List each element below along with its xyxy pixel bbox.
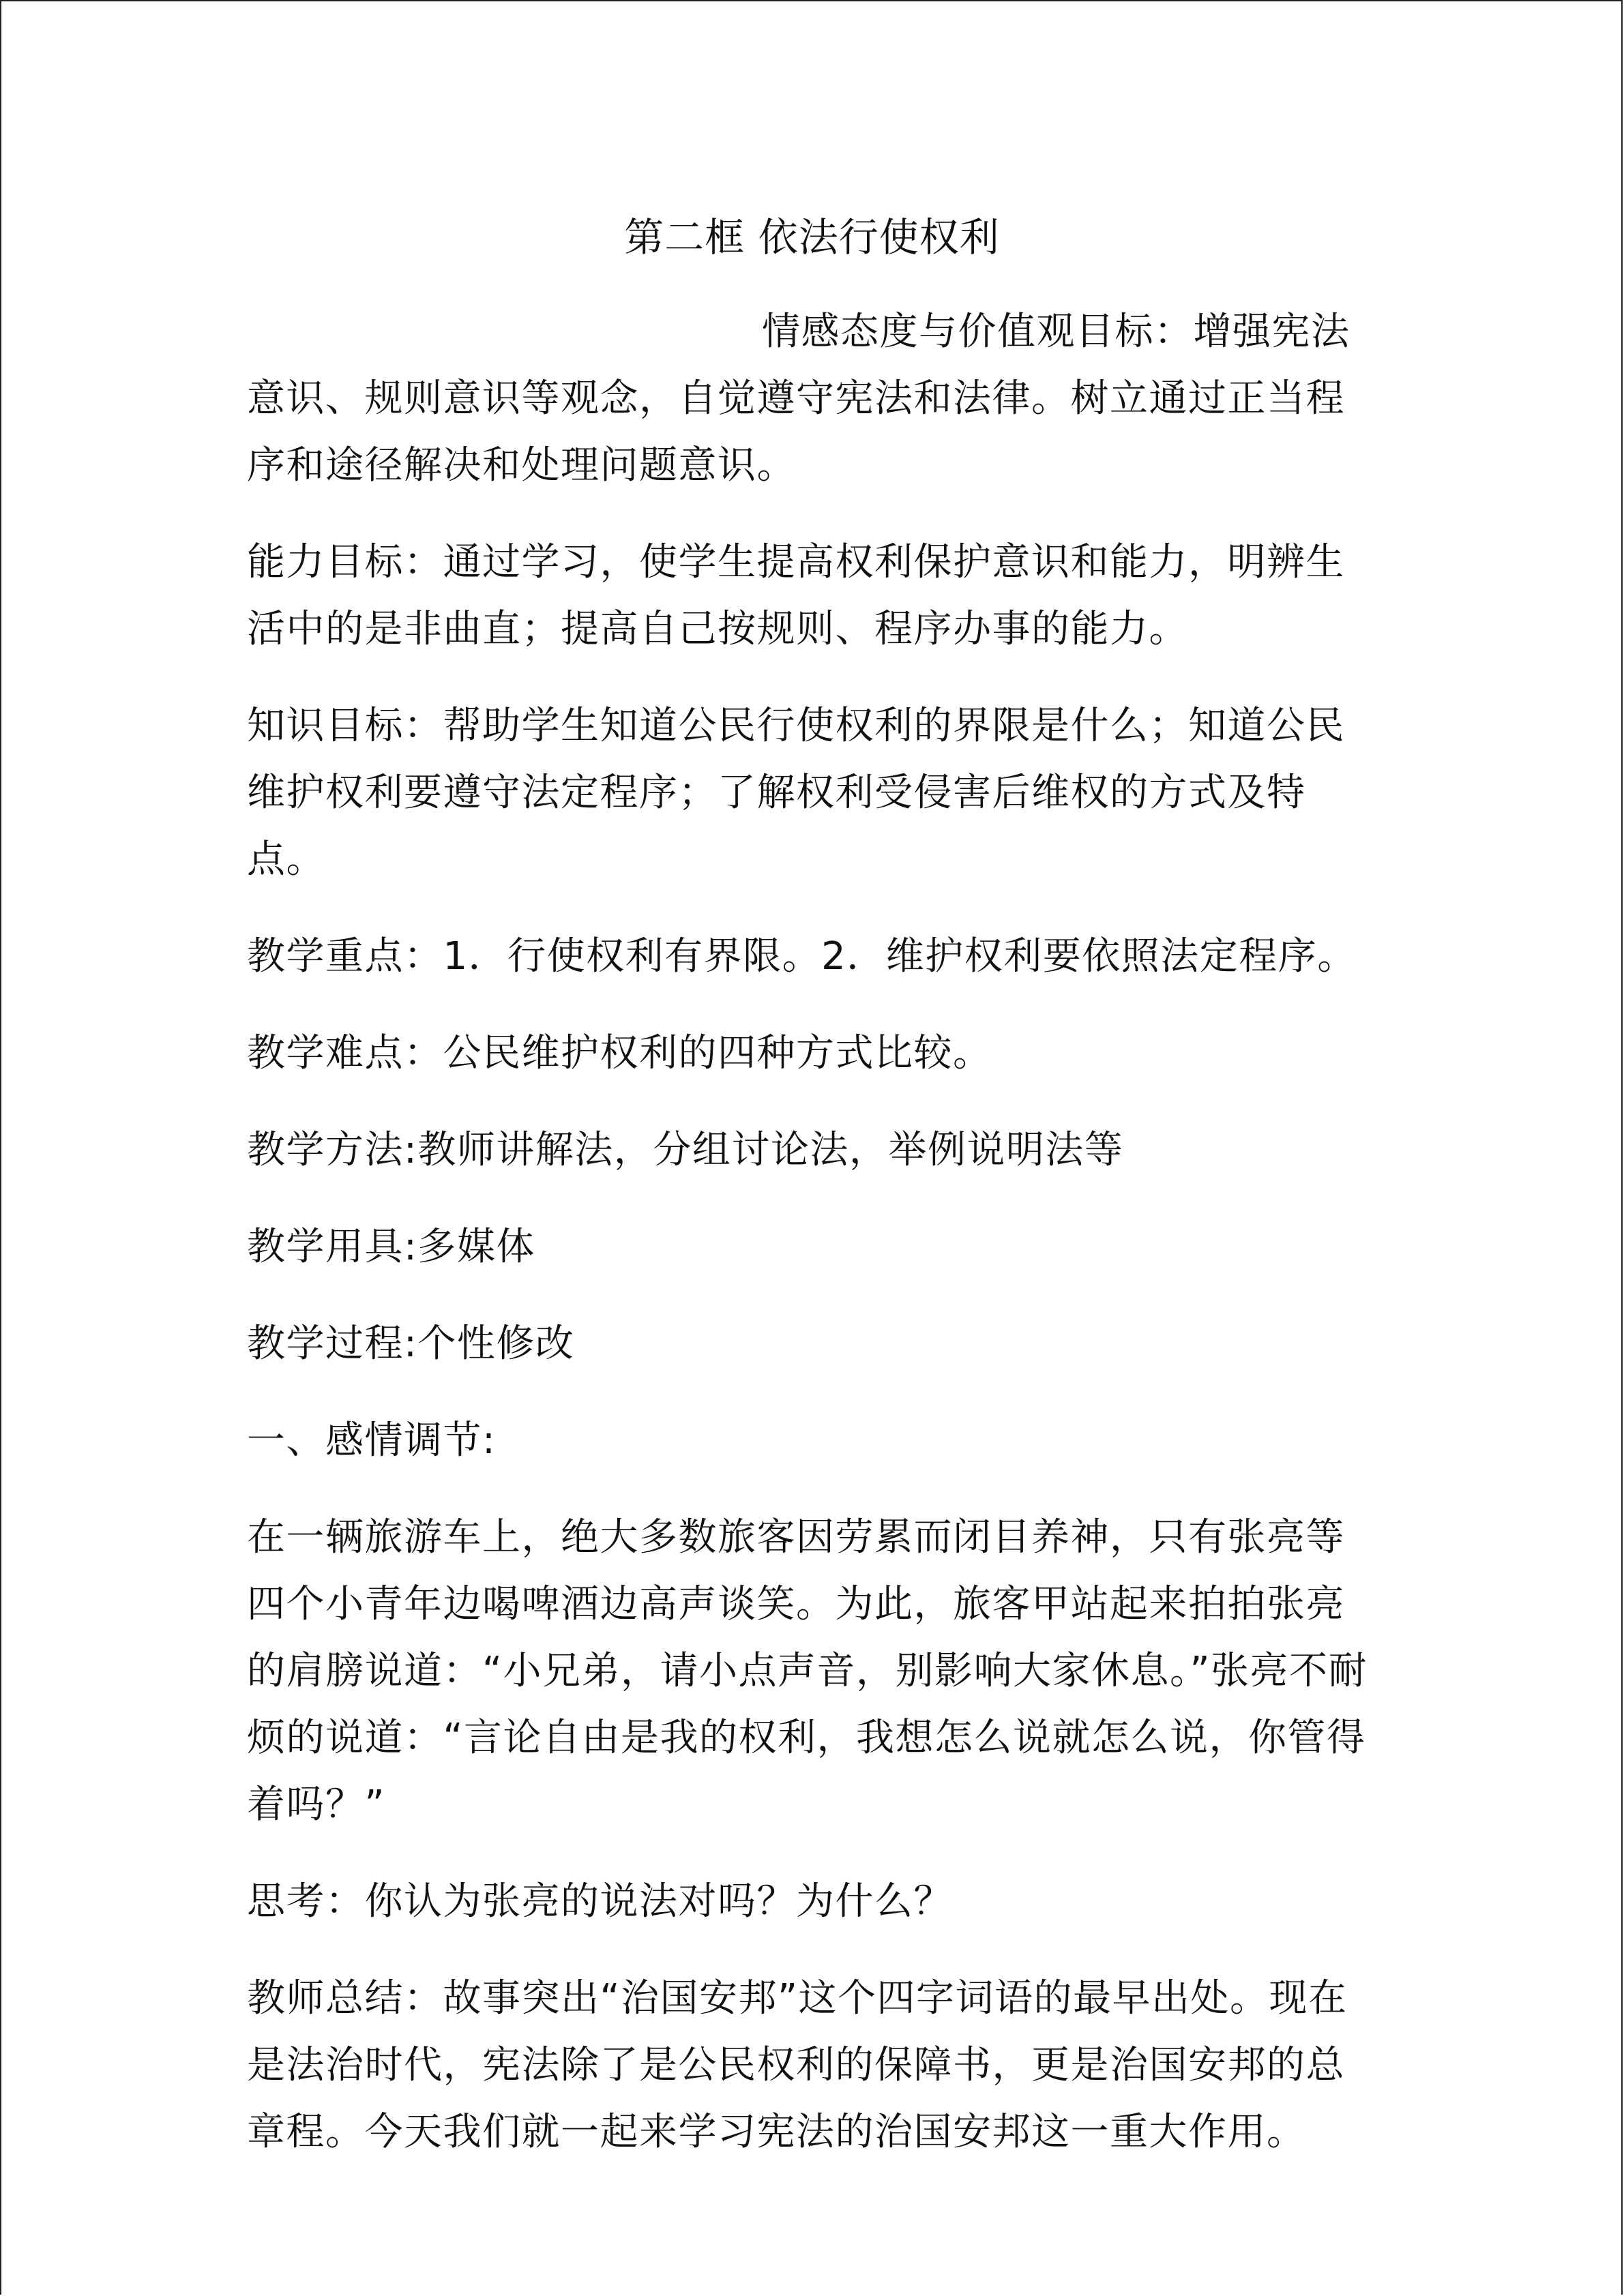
paragraph-story: 在一辆旅游车上，绝大多数旅客因劳累而闭目养神，只有张亮等四个小青年边喝啤酒边高声谈笑。为此，旅客甲站起来拍拍张亮的肩膀说道：“小兄弟，请小点声音，别影响大家休息。”张亮不耐烦的说道：“言论自由是我的权利，我想怎么说就怎么说，你管得着吗？” <box>247 1515 1368 1827</box>
paragraph-key-points: 教学重点：1．行使权利有界限。2．维护权利要依照法定程序。 <box>247 934 1357 979</box>
page-title: 第二框 依法行使权利 <box>624 214 1000 260</box>
document-body <box>247 299 1379 2196</box>
paragraph-emotion-goal: 情感态度与价值观目标：增强宪法意识、规则意识等观念，自觉遵守宪法和法律。树立通过正当程序和途径解决和处理问题意识。 <box>247 310 1350 488</box>
paragraph-summary: 教师总结：故事突出“治国安邦”这个四字词语的最早出处。现在是法治时代，宪法除了是公民权利的保障书，更是治国安邦的总章程。今天我们就一起来学习宪法的治国安邦这一重大作用。 <box>247 1976 1348 2154</box>
paragraph-tools: 教学用具:多媒体 <box>247 1225 535 1269</box>
paragraph-ability-goal: 能力目标：通过学习，使学生提高权利保护意识和能力，明辨生活中的是非曲直；提高自己按规则、程序办事的能力。 <box>247 540 1345 651</box>
paragraph-process: 教学过程:个性修改 <box>247 1322 575 1366</box>
paragraph-difficulties: 教学难点：公民维护权利的四种方式比较。 <box>247 1031 992 1075</box>
paragraph-methods: 教学方法:教师讲解法，分组讨论法，举例说明法等 <box>247 1128 1124 1172</box>
paragraph-knowledge-goal: 知识目标：帮助学生知道公民行使权利的界限是什么；知道公民维护权利要遵守法定程序；了解权利受侵害后维权的方式及特点。 <box>247 704 1345 882</box>
paragraph-question: 思考：你认为张亮的说法对吗？为什么？ <box>247 1879 953 1924</box>
section-heading-emotion: 一、感情调节: <box>247 1418 497 1463</box>
